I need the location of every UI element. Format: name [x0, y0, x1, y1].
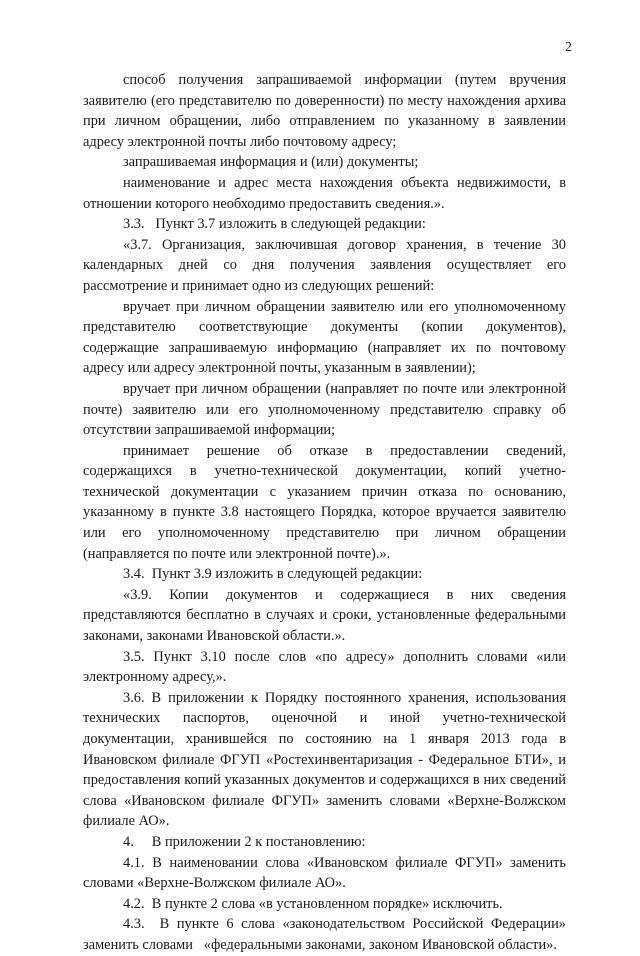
- paragraph: вручает при личном обращении (направляет по почте или электронной почте) заявителю или его уполномоченному представителю справку об отсутствии запрашиваемой информации;: [83, 380, 566, 439]
- paragraph-3-5: 3.5. Пункт 3.10 после слов «по адресу» дополнить словами «или электронному адресу,».: [83, 648, 566, 686]
- paragraph: «3.7. Организация, заключившая договор хранения, в течение 30 календарных дней со дня получения заявления осуществляет его рассмотрение и принимает одно из следующих решений:: [83, 236, 566, 294]
- paragraph: принимает решение об отказе в предоставлении сведений, содержащихся в учетно-технической документации, копий учетно-технической документации с указанием причин отказа по основанию, указанному в пункте 3.8 настоящего Порядка, которое вручается заявителю или его уполномоченному представителю при личном обращении (направляется по почте или электронной почте).».: [83, 442, 566, 562]
- paragraph: вручает при личном обращении заявителю или его уполномоченному представителю соответствующие документы (копии документов), содержащие запрашиваемую информацию (направляет их по почтовому адресу или адресу электронной почты, указанным в заявлении);: [83, 298, 566, 377]
- paragraph-4: 4. В приложении 2 к постановлению:: [123, 833, 366, 850]
- paragraph-3-6: 3.6. В приложении к Порядку постоянного хранения, использования технических паспортов, оценочной и иной учетно-технической документации, хранившейся по состоянию на 1 января 2013 года в Ивановском филиале ФГУП «Ростехинвентаризация - Федеральное БТИ», и предоставления копий указанных документов и содержащихся в них сведений слова «Ивановском филиале ФГУП» заменить словами «Верхне-Волжском филиале АО».: [83, 689, 566, 830]
- paragraph-4-1: 4.1. В наименовании слова «Ивановском филиале ФГУП» заменить словами «Верхне-Волжском филиале АО».: [83, 854, 566, 892]
- document-body: [83, 70, 566, 956]
- paragraph: наименование и адрес места нахождения объекта недвижимости, в отношении которого необходимо предоставить сведения.».: [83, 174, 566, 212]
- paragraph-3-4: 3.4. Пункт 3.9 изложить в следующей редакции:: [123, 566, 423, 583]
- paragraph-3-3: 3.3. Пункт 3.7 изложить в следующей редакции:: [123, 216, 426, 233]
- paragraph: «3.9. Копии документов и содержащиеся в них сведения представляются бесплатно в случаях и сроки, установленные федеральными законами, законами Ивановской области.».: [83, 586, 566, 645]
- paragraph-4-2: 4.2. В пункте 2 слова «в установленном порядке» исключить.: [123, 895, 503, 912]
- paragraph-4-3: 4.3. В пункте 6 слова «законодательством Российской Федерации» заменить словами «федеральными законами, законом Ивановской области».: [83, 916, 566, 953]
- paragraph: запрашиваемая информация и (или) документы;: [123, 154, 419, 171]
- page-number: 2: [565, 40, 572, 55]
- paragraph: способ получения запрашиваемой информации (путем вручения заявителю (его представителю по доверенности) по месту нахождения архива при личном обращении, либо отправлением по указанному в заявлении адресу электронной почты либо почтовому адресу;: [83, 72, 566, 150]
